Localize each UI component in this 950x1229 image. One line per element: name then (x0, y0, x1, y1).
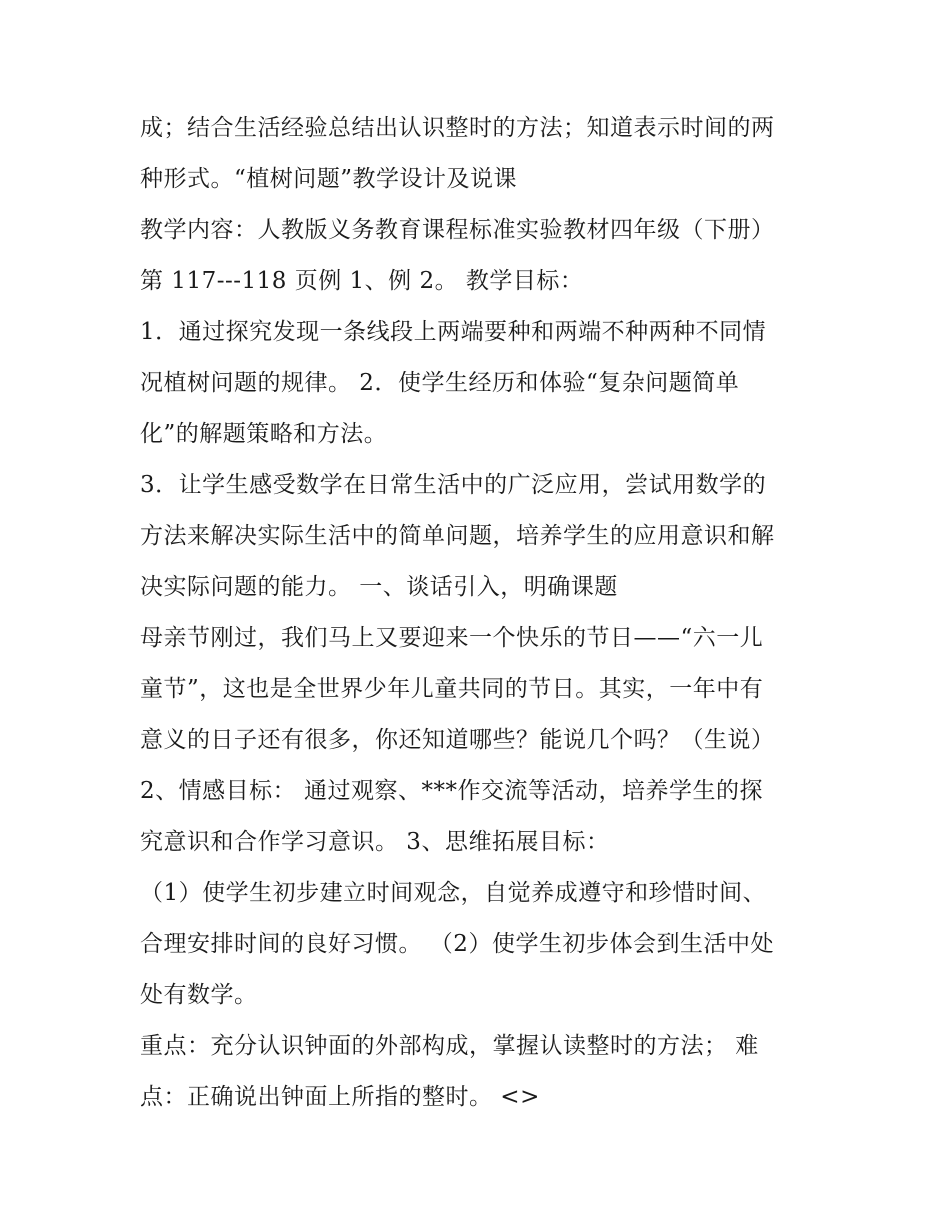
text-line: 2、情感目标： 通过观察、***作交流等活动，培养学生的探 (140, 778, 763, 804)
text-line: 第 117---118 页例 1、例 2。 教学目标： (140, 268, 584, 294)
text-line: 点：正确说出钟面上所指的整时。 <> (140, 1084, 540, 1110)
text-line: 母亲节刚过，我们马上又要迎来一个快乐的节日——“六一儿 (140, 625, 764, 651)
text-line: 3．让学生感受数学在日常生活中的广泛应用，尝试用数学的 (140, 472, 767, 498)
text-line: 况植树问题的规律。 2．使学生经历和体验“复杂问题简单 (140, 370, 740, 396)
text-line: 教学内容：人教版义务教育课程标准实验教材四年级（下册） (140, 217, 775, 243)
text-line: 方法来解决实际生活中的简单问题，培养学生的应用意识和解 (140, 523, 775, 549)
text-line: 种形式。“植树问题”教学设计及说课 (140, 166, 518, 192)
text-line: 意义的日子还有很多，你还知道哪些？能说几个吗？（生说） (140, 727, 775, 753)
text-line: 童节”，这也是全世界少年儿童共同的节日。其实，一年中有 (140, 676, 764, 702)
text-line: 化”的解题策略和方法。 (140, 421, 388, 447)
text-line: （1）使学生初步建立时间观念，自觉养成遵守和珍惜时间、 (140, 880, 767, 906)
text-line: 成；结合生活经验总结出认识整时的方法；知道表示时间的两 (140, 115, 775, 141)
text-line: 究意识和合作学习意识。 3、思维拓展目标： (140, 829, 610, 855)
text-line: 合理安排时间的良好习惯。 （2）使学生初步体会到生活中处 (140, 931, 774, 957)
text-line: 决实际问题的能力。 一、谈话引入，明确课题 (140, 574, 618, 600)
text-line: 重点：充分认识钟面的外部构成，掌握认读整时的方法； 难 (140, 1033, 759, 1059)
text-line: 处有数学。 (140, 982, 258, 1008)
text-line: 1．通过探究发现一条线段上两端要种和两端不种两种不同情 (140, 319, 767, 345)
